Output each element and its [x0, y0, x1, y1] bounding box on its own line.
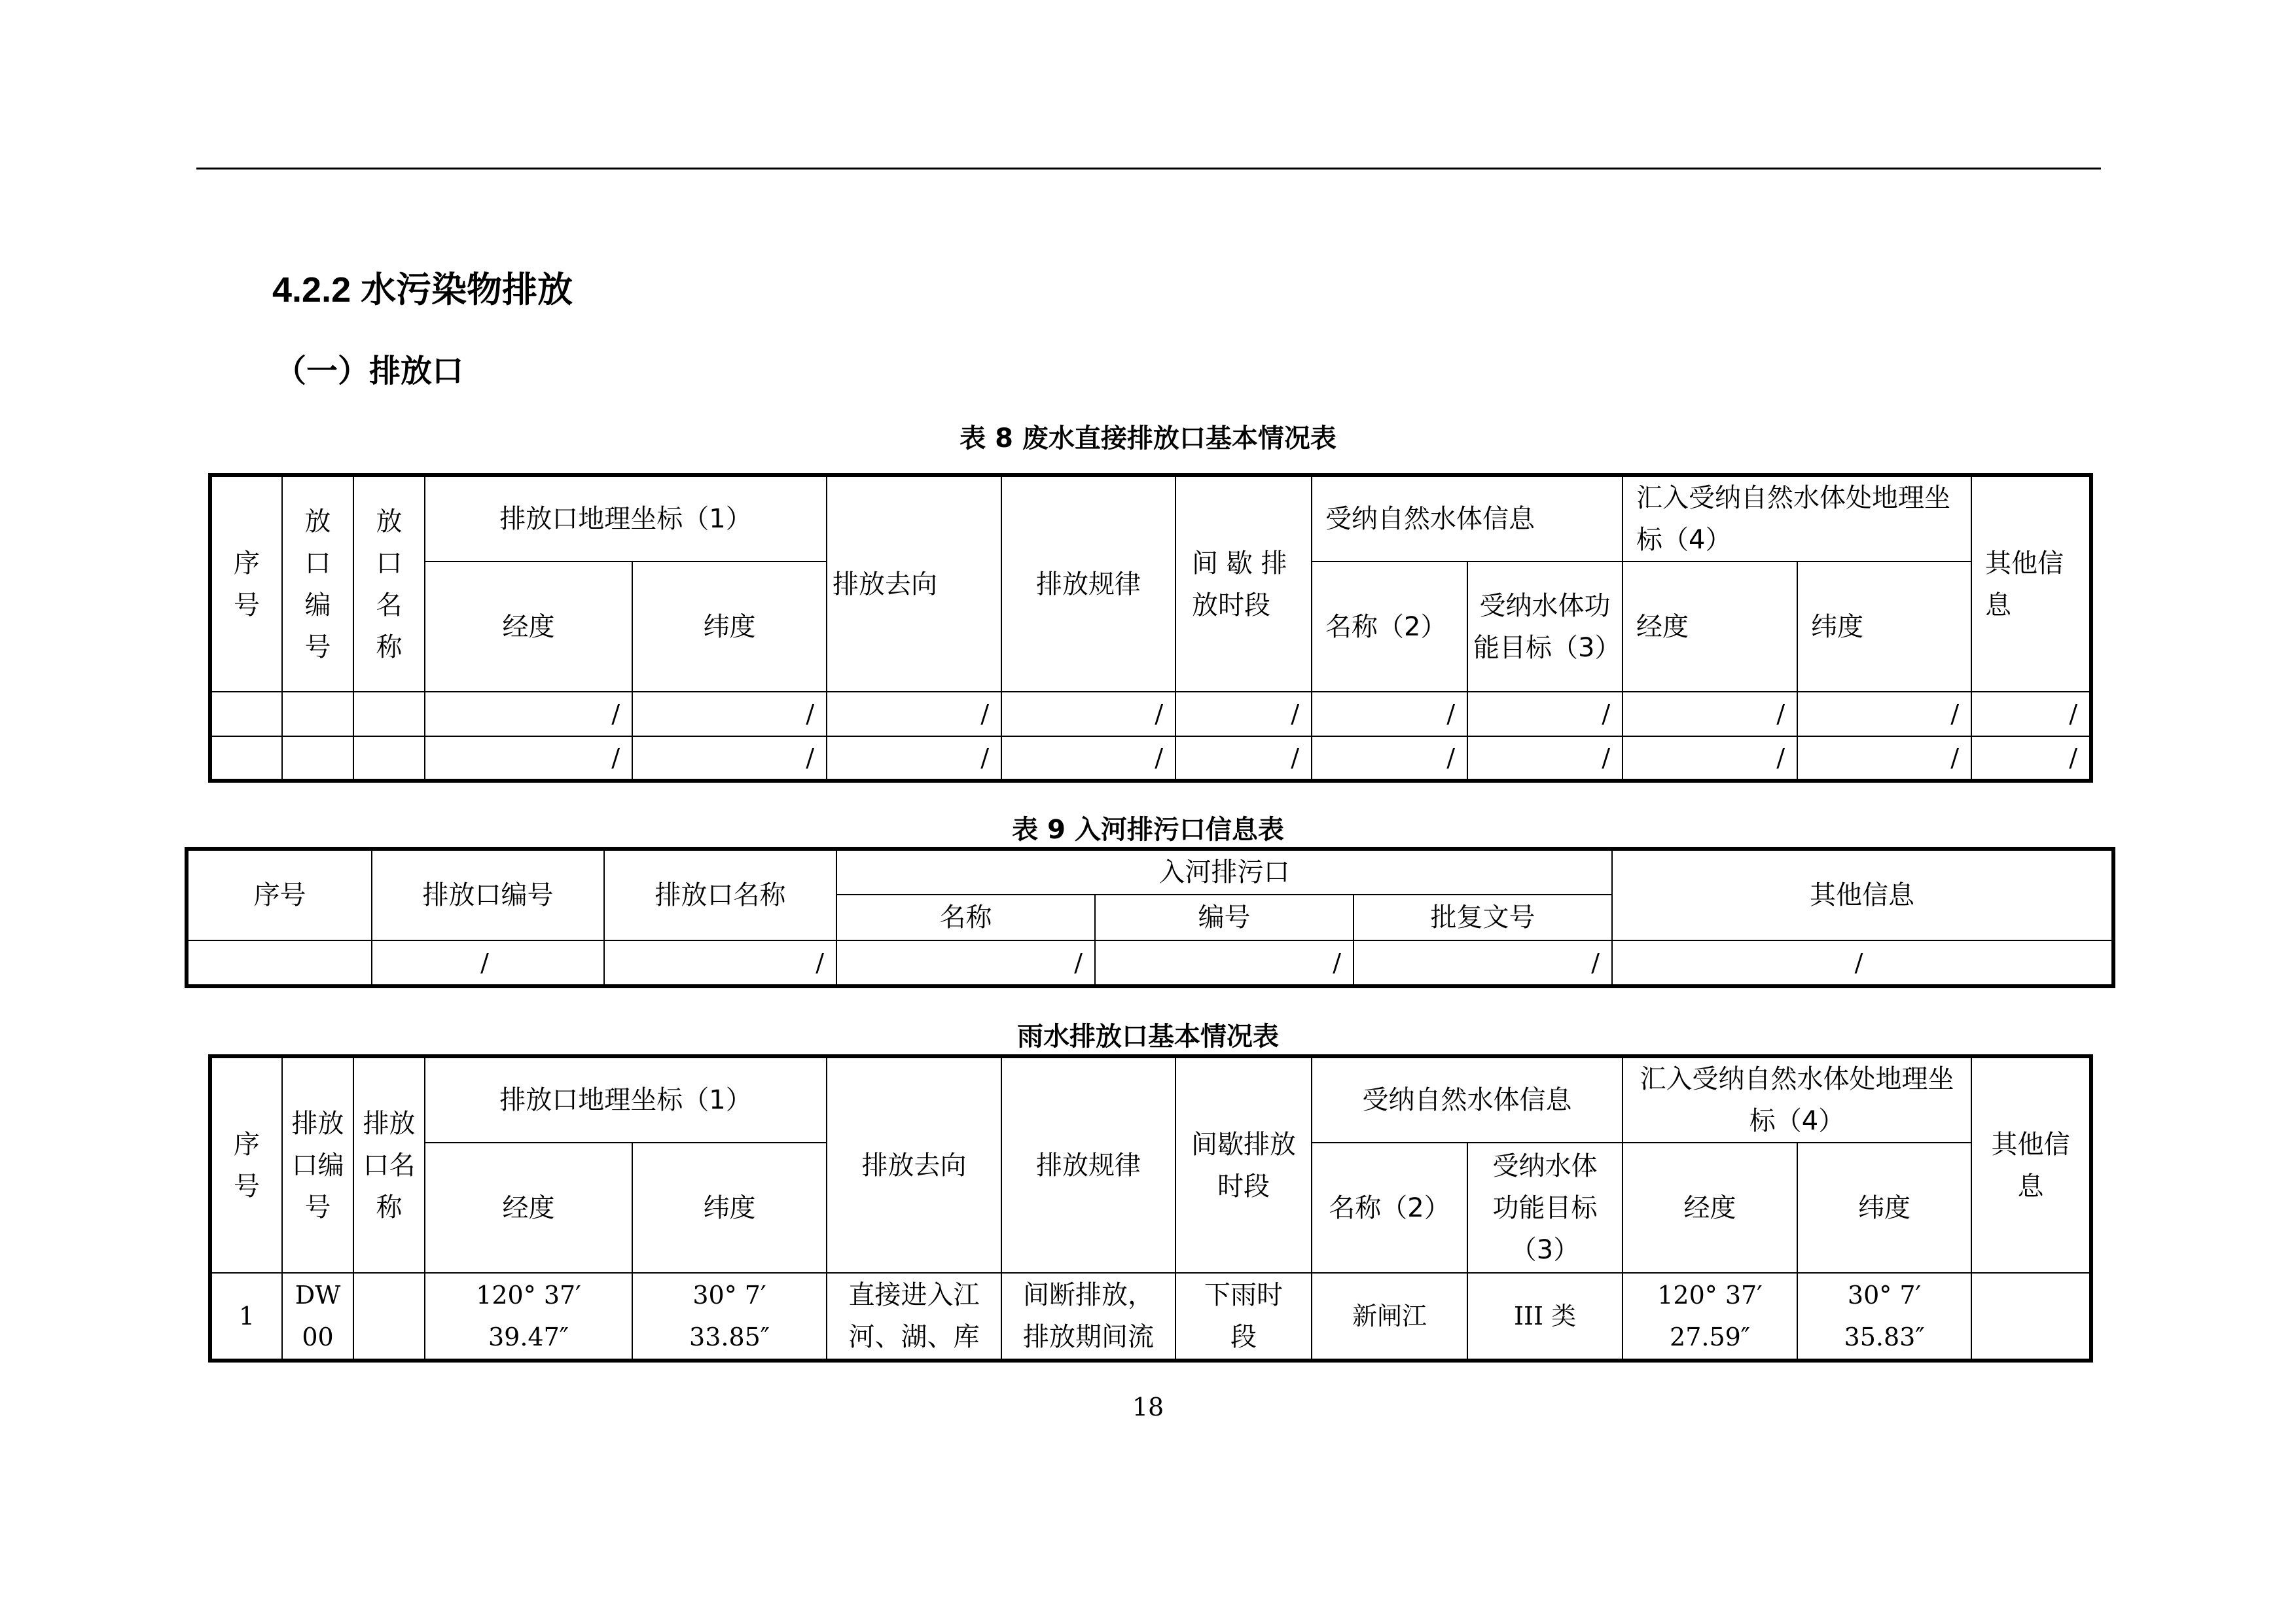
cell-empty [282, 736, 353, 781]
header-inflow-lng: 经度 [1623, 562, 1797, 692]
cell-slash: / [1467, 736, 1623, 781]
header-outlet-name: 排放口名称 [353, 1056, 425, 1273]
header-water-info: 受纳自然水体信息 [1312, 1056, 1623, 1143]
header-lat: 纬度 [632, 562, 827, 692]
cell-lat [632, 1273, 827, 1361]
cell-slash: / [1971, 736, 2091, 781]
table9 [185, 847, 2115, 988]
cell-slash: / [632, 736, 827, 781]
cell-empty [282, 692, 353, 736]
cell-inflow-lng-line1: 120° 37′ [1657, 1281, 1763, 1310]
cell-slash: / [827, 692, 1001, 736]
cell-lat-line2: 33.85″ [689, 1323, 770, 1351]
header-other: 其他信息 [1612, 849, 2113, 940]
cell-inflow-lat-line2: 35.83″ [1844, 1323, 1925, 1351]
header-rule [196, 168, 2101, 169]
page-number: 18 [1132, 1393, 1164, 1421]
section-title: 4.2.2 水污染物排放 [272, 270, 573, 310]
header-water-info: 受纳自然水体信息 [1312, 475, 1623, 562]
cell-slash: / [632, 692, 827, 736]
header-seq: 序号 [187, 849, 372, 940]
cell-slash: / [1623, 736, 1797, 781]
header-inflow-lat: 纬度 [1797, 562, 1971, 692]
cell-slash: / [836, 940, 1095, 986]
cell-other [1971, 1273, 2091, 1361]
header-intermittent: 间 歇 排 放时段 [1175, 475, 1312, 692]
cell-outlet-id: DW00 [282, 1273, 353, 1361]
cell-inflow-lng [1623, 1273, 1797, 1361]
header-water-name: 名称（2） [1312, 562, 1467, 692]
cell-water-target: III 类 [1467, 1273, 1623, 1361]
header-code: 编号 [1095, 895, 1354, 940]
cell-empty [353, 736, 425, 781]
header-coords: 排放口地理坐标（1） [425, 1056, 827, 1143]
header-outlet-name: 放口名称 [353, 475, 425, 692]
header-other: 其他信息 [1971, 475, 2091, 692]
cell-slash: / [1467, 692, 1623, 736]
header-intermittent: 间歇排放时段 [1175, 1056, 1312, 1273]
cell-lng-line1: 120° 37′ [476, 1281, 581, 1310]
header-pattern: 排放规律 [1001, 1056, 1175, 1273]
cell-slash: / [1175, 736, 1312, 781]
header-coords: 排放口地理坐标（1） [425, 475, 827, 562]
header-other: 其他信息 [1971, 1056, 2091, 1273]
header-outlet-id: 排放口编号 [372, 849, 604, 940]
cell-lng-line2: 39.47″ [488, 1323, 569, 1351]
header-approval: 批复文号 [1354, 895, 1612, 940]
cell-slash: / [1095, 940, 1354, 986]
cell-outlet-name [353, 1273, 425, 1361]
cell-slash: / [1175, 692, 1312, 736]
cell-slash: / [1797, 736, 1971, 781]
table-row [210, 1273, 2091, 1361]
cell-slash: / [372, 940, 604, 986]
cell-lng [425, 1273, 632, 1361]
header-inflow-coords: 汇入受纳自然水体处地理坐标（4） [1623, 1056, 1971, 1143]
cell-lat-line1: 30° 7′ [692, 1281, 766, 1310]
cell-slash: / [827, 736, 1001, 781]
cell-slash: / [1001, 736, 1175, 781]
header-water-target: 受纳水体功能目标（3） [1467, 562, 1623, 692]
cell-empty [187, 940, 372, 986]
header-lat: 纬度 [632, 1143, 827, 1273]
header-direction: 排放去向 [827, 475, 1001, 692]
cell-pattern [1001, 1273, 1175, 1361]
table-row [210, 736, 2091, 781]
table-row [210, 692, 2091, 736]
cell-slash: / [1612, 940, 2113, 986]
cell-slash: / [425, 692, 632, 736]
header-river-outlet: 入河排污口 [836, 849, 1612, 895]
header-water-name: 名称（2） [1312, 1143, 1467, 1273]
cell-slash: / [1354, 940, 1612, 986]
cell-period [1175, 1273, 1312, 1361]
table10-caption: 雨水排放口基本情况表 [1017, 1022, 1279, 1052]
cell-empty [210, 692, 282, 736]
cell-inflow-lng-line2: 27.59″ [1670, 1323, 1750, 1351]
header-outlet-name: 排放口名称 [604, 849, 836, 940]
header-direction: 排放去向 [827, 1056, 1001, 1273]
header-lng: 经度 [425, 1143, 632, 1273]
cell-pattern-line1: 间断排放， [1023, 1280, 1155, 1310]
header-inflow-coords: 汇入受纳自然水体处地理坐标（4） [1623, 475, 1971, 562]
table10 [208, 1054, 2093, 1363]
cell-empty [353, 692, 425, 736]
cell-slash: / [1971, 692, 2091, 736]
cell-water-name: 新闸江 [1312, 1273, 1467, 1361]
table-row [187, 940, 2113, 986]
header-outlet-id: 放口编号 [282, 475, 353, 692]
table8 [208, 473, 2093, 783]
header-seq: 序号 [210, 475, 282, 692]
cell-slash: / [1623, 692, 1797, 736]
cell-direction [827, 1273, 1001, 1361]
cell-slash: / [1312, 736, 1467, 781]
header-water-target: 受纳水体功能目标（3） [1467, 1143, 1623, 1273]
cell-slash: / [1312, 692, 1467, 736]
cell-seq: 1 [210, 1273, 282, 1361]
cell-period-line2: 段 [1230, 1322, 1257, 1352]
table8-caption: 表 8 废水直接排放口基本情况表 [960, 423, 1336, 454]
cell-inflow-lat [1797, 1273, 1971, 1361]
cell-empty [210, 736, 282, 781]
cell-inflow-lat-line1: 30° 7′ [1847, 1281, 1922, 1310]
cell-pattern-line2: 排放期间流 [1023, 1322, 1155, 1352]
header-name: 名称 [836, 895, 1095, 940]
header-outlet-id: 排放口编号 [282, 1056, 353, 1273]
header-inflow-lat: 纬度 [1797, 1143, 1971, 1273]
header-inflow-lng: 经度 [1623, 1143, 1797, 1273]
cell-slash: / [604, 940, 836, 986]
cell-slash: / [425, 736, 632, 781]
cell-direction-line1: 直接进入江 [848, 1280, 980, 1310]
cell-period-line1: 下雨时 [1204, 1280, 1283, 1310]
cell-slash: / [1797, 692, 1971, 736]
header-seq: 序号 [210, 1056, 282, 1273]
cell-slash: / [1001, 692, 1175, 736]
cell-direction-line2: 河、湖、库 [848, 1322, 980, 1352]
header-pattern: 排放规律 [1001, 475, 1175, 692]
subsection-title: （一）排放口 [275, 353, 464, 389]
table9-caption: 表 9 入河排污口信息表 [1012, 815, 1284, 845]
header-lng: 经度 [425, 562, 632, 692]
